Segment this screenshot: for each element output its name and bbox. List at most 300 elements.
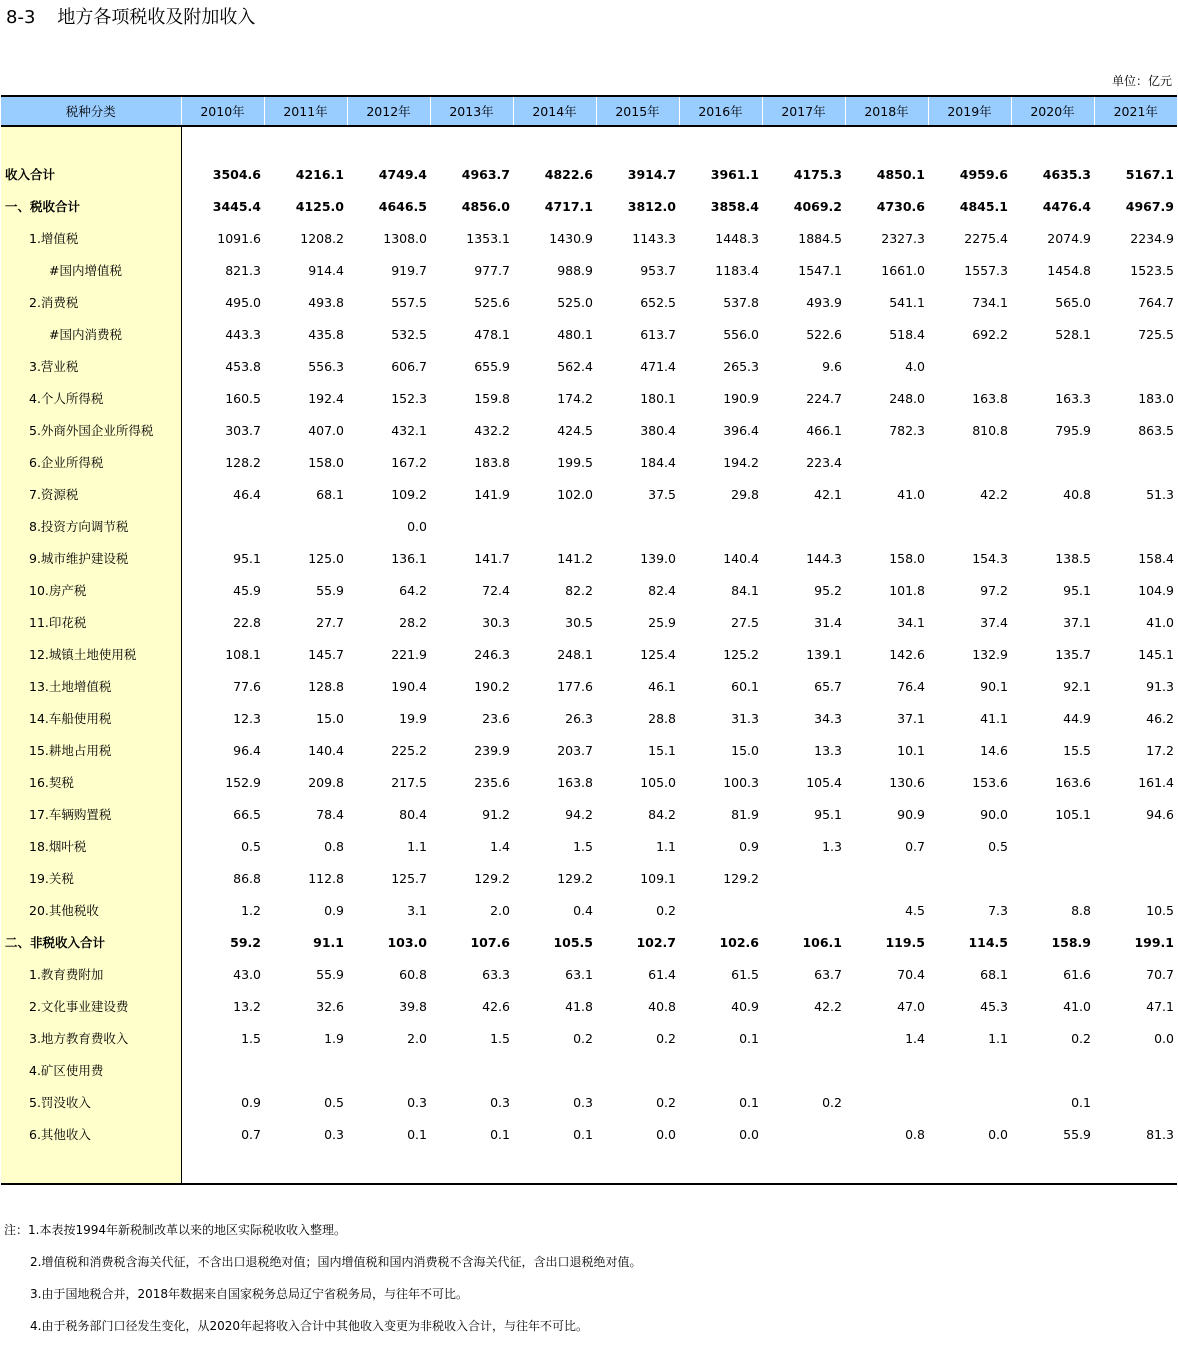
value-cell: 194.2 [723, 454, 759, 470]
table-row [1, 1022, 1177, 1054]
value-cell: 42.6 [482, 998, 510, 1014]
value-cell: 4476.4 [1042, 198, 1091, 214]
value-cell: 0.7 [241, 1126, 261, 1142]
value-cell: 95.1 [814, 806, 842, 822]
table-row [1, 446, 1177, 478]
row-label: 4.矿区使用费 [1, 1054, 181, 1086]
value-cell: 532.5 [391, 326, 427, 342]
value-cell: 557.5 [391, 294, 427, 310]
value-cell: 1.3 [822, 838, 842, 854]
value-cell: 246.3 [474, 646, 510, 662]
value-cell: 0.3 [324, 1126, 344, 1142]
row-label: #国内消费税 [1, 318, 181, 350]
value-cell: 28.2 [399, 614, 427, 630]
value-cell: 0.8 [905, 1126, 925, 1142]
row-label: 8.投资方向调节税 [1, 510, 181, 542]
value-cell: 135.7 [1055, 646, 1091, 662]
value-cell: 1.2 [241, 902, 261, 918]
header-year: 2010年 [181, 96, 264, 126]
value-cell [762, 1054, 845, 1086]
value-cell: 161.4 [1138, 774, 1174, 790]
header-year: 2011年 [264, 96, 347, 126]
value-cell: 72.4 [482, 582, 510, 598]
value-cell: 158.9 [1051, 934, 1091, 950]
value-cell: 2074.9 [1047, 230, 1091, 246]
value-cell: 70.7 [1146, 966, 1174, 982]
value-cell: 13.3 [814, 742, 842, 758]
footnote: 2.增值税和消费税含海关代征，不含出口退税绝对值；国内增值税和国内消费税不含海关代征，含出口退税绝对值。 [30, 1255, 642, 1269]
value-cell [1094, 1086, 1177, 1118]
value-cell: 3914.7 [627, 166, 676, 182]
value-cell: 46.2 [1146, 710, 1174, 726]
table-row [1, 254, 1177, 286]
value-cell: 4850.1 [876, 166, 925, 182]
value-cell: 655.9 [474, 358, 510, 374]
value-cell: 145.1 [1138, 646, 1174, 662]
value-cell: 432.2 [474, 422, 510, 438]
value-cell: 47.1 [1146, 998, 1174, 1014]
value-cell [513, 1054, 596, 1086]
footnote: 注：1.本表按1994年新税制改革以来的地区实际税收收入整理。 [4, 1223, 346, 1237]
header-year: 2019年 [928, 96, 1011, 126]
table-row [1, 1086, 1177, 1118]
value-cell [928, 350, 1011, 382]
value-cell [264, 1054, 347, 1086]
unit-label: 单位：亿元 [1111, 74, 1172, 88]
value-cell: 1547.1 [798, 262, 842, 278]
value-cell [928, 1086, 1011, 1118]
value-cell: 495.0 [225, 294, 261, 310]
value-cell: 1208.2 [300, 230, 344, 246]
table-row [1, 382, 1177, 414]
value-cell: 4963.7 [461, 166, 510, 182]
value-cell [430, 1054, 513, 1086]
value-cell: 556.0 [723, 326, 759, 342]
value-cell: 100.3 [723, 774, 759, 790]
value-cell [762, 1022, 845, 1054]
value-cell: 4749.4 [378, 166, 427, 182]
value-cell: 565.0 [1055, 294, 1091, 310]
value-cell: 0.3 [407, 1094, 427, 1110]
value-cell: 97.2 [980, 582, 1008, 598]
value-cell: 141.2 [557, 550, 593, 566]
value-cell: 12.3 [233, 710, 261, 726]
value-cell: 239.9 [474, 742, 510, 758]
value-cell: 41.0 [1063, 998, 1091, 1014]
value-cell: 105.1 [1055, 806, 1091, 822]
value-cell: 94.2 [565, 806, 593, 822]
table-row [1, 190, 1177, 222]
value-cell: 13.2 [233, 998, 261, 1014]
value-cell: 0.8 [324, 838, 344, 854]
value-cell: 5167.1 [1125, 166, 1174, 182]
value-cell [845, 510, 928, 542]
tax-revenue-table [1, 95, 1177, 1185]
row-label: 19.关税 [1, 862, 181, 894]
value-cell: 139.1 [806, 646, 842, 662]
value-cell: 80.4 [399, 806, 427, 822]
value-cell [679, 510, 762, 542]
value-cell: 128.2 [225, 454, 261, 470]
value-cell: 0.5 [988, 838, 1008, 854]
value-cell: 478.1 [474, 326, 510, 342]
value-cell [1011, 1054, 1094, 1086]
value-cell: 32.6 [316, 998, 344, 1014]
spacer-cell [181, 126, 1177, 158]
footnote: 4.由于税务部门口径发生变化，从2020年起将收入合计中其他收入变更为非税收入合计，与往年不可比。 [30, 1319, 588, 1333]
value-cell: 0.2 [656, 1030, 676, 1046]
value-cell: 1.5 [490, 1030, 510, 1046]
table-row [1, 766, 1177, 798]
value-cell: 453.8 [225, 358, 261, 374]
value-cell: 90.9 [897, 806, 925, 822]
value-cell: 129.2 [557, 870, 593, 886]
value-cell: 466.1 [806, 422, 842, 438]
value-cell: 0.1 [490, 1126, 510, 1142]
value-cell [679, 1054, 762, 1086]
value-cell: 65.7 [814, 678, 842, 694]
value-cell: 919.7 [391, 262, 427, 278]
value-cell: 4730.6 [876, 198, 925, 214]
value-cell [1094, 1054, 1177, 1086]
value-cell: 1308.0 [383, 230, 427, 246]
value-cell: 22.8 [233, 614, 261, 630]
value-cell: 140.4 [723, 550, 759, 566]
value-cell: 28.8 [648, 710, 676, 726]
value-cell: 223.4 [806, 454, 842, 470]
header-year: 2017年 [762, 96, 845, 126]
value-cell: 43.0 [233, 966, 261, 982]
value-cell: 55.9 [1063, 1126, 1091, 1142]
row-label: 收入合计 [1, 158, 181, 190]
value-cell: 692.2 [972, 326, 1008, 342]
value-cell: 184.4 [640, 454, 676, 470]
value-cell [430, 510, 513, 542]
value-cell: 1.4 [905, 1030, 925, 1046]
value-cell: 109.2 [391, 486, 427, 502]
value-cell: 180.1 [640, 390, 676, 406]
value-cell: 46.1 [648, 678, 676, 694]
value-cell: 112.8 [308, 870, 344, 886]
value-cell: 0.9 [324, 902, 344, 918]
value-cell: 91.1 [313, 934, 344, 950]
value-cell: 1.9 [324, 1030, 344, 1046]
value-cell [264, 510, 347, 542]
value-cell: 424.5 [557, 422, 593, 438]
value-cell: 61.5 [731, 966, 759, 982]
value-cell: 4125.0 [295, 198, 344, 214]
value-cell: 190.9 [723, 390, 759, 406]
value-cell: 30.5 [565, 614, 593, 630]
value-cell: 44.9 [1063, 710, 1091, 726]
value-cell: 224.7 [806, 390, 842, 406]
table-row [1, 222, 1177, 254]
value-cell [845, 1054, 928, 1086]
value-cell [181, 1054, 264, 1086]
value-cell: 39.8 [399, 998, 427, 1014]
value-cell: 40.8 [1063, 486, 1091, 502]
value-cell: 92.1 [1063, 678, 1091, 694]
value-cell: 183.8 [474, 454, 510, 470]
table-row [1, 958, 1177, 990]
value-cell: 4069.2 [793, 198, 842, 214]
value-cell: 525.0 [557, 294, 593, 310]
value-cell: 4717.1 [544, 198, 593, 214]
value-cell [762, 510, 845, 542]
value-cell: 0.0 [739, 1126, 759, 1142]
value-cell: 1523.5 [1130, 262, 1174, 278]
value-cell: 7.3 [988, 902, 1008, 918]
value-cell: 725.5 [1138, 326, 1174, 342]
value-cell: 141.9 [474, 486, 510, 502]
value-cell: 51.3 [1146, 486, 1174, 502]
value-cell: 4216.1 [295, 166, 344, 182]
value-cell: 82.4 [648, 582, 676, 598]
table-row [1, 702, 1177, 734]
value-cell: 0.1 [1071, 1094, 1091, 1110]
row-label: 20.其他税收 [1, 894, 181, 926]
row-label: 3.地方教育费收入 [1, 1022, 181, 1054]
value-cell: 810.8 [972, 422, 1008, 438]
value-cell: 129.2 [474, 870, 510, 886]
value-cell [181, 510, 264, 542]
value-cell: 225.2 [391, 742, 427, 758]
tax-table-container [1, 95, 1177, 1185]
table-header [1, 96, 1177, 126]
value-cell: 3858.4 [710, 198, 759, 214]
value-cell: 821.3 [225, 262, 261, 278]
row-label: 10.房产税 [1, 574, 181, 606]
value-cell: 2234.9 [1130, 230, 1174, 246]
value-cell: 95.1 [1063, 582, 1091, 598]
value-cell: 606.7 [391, 358, 427, 374]
footnote: 3.由于国地税合并，2018年数据来自国家税务总局辽宁省税务局，与往年不可比。 [30, 1287, 468, 1301]
value-cell: 235.6 [474, 774, 510, 790]
table-code: 8-3 [6, 7, 36, 28]
value-cell [928, 510, 1011, 542]
value-cell: 45.9 [233, 582, 261, 598]
value-cell: 493.9 [806, 294, 842, 310]
value-cell: 734.1 [972, 294, 1008, 310]
row-label: 2.消费税 [1, 286, 181, 318]
value-cell [928, 862, 1011, 894]
row-label: 14.车船使用税 [1, 702, 181, 734]
value-cell: 68.1 [316, 486, 344, 502]
value-cell: 782.3 [889, 422, 925, 438]
row-label: 2.文化事业建设费 [1, 990, 181, 1022]
value-cell: 480.1 [557, 326, 593, 342]
value-cell: 3812.0 [627, 198, 676, 214]
value-cell: 1557.3 [964, 262, 1008, 278]
value-cell: 105.0 [640, 774, 676, 790]
value-cell: 265.3 [723, 358, 759, 374]
value-cell: 41.8 [565, 998, 593, 1014]
value-cell: 86.8 [233, 870, 261, 886]
value-cell: 15.5 [1063, 742, 1091, 758]
value-cell: 37.1 [897, 710, 925, 726]
value-cell: 0.1 [573, 1126, 593, 1142]
value-cell: 0.1 [739, 1094, 759, 1110]
header-year: 2020年 [1011, 96, 1094, 126]
footnotes [4, 1218, 1174, 1346]
value-cell: 37.1 [1063, 614, 1091, 630]
value-cell: 30.3 [482, 614, 510, 630]
row-label: #国内增值税 [1, 254, 181, 286]
header-category: 税种分类 [1, 96, 181, 126]
page-title [6, 5, 255, 31]
value-cell: 2.0 [407, 1030, 427, 1046]
table-row [1, 862, 1177, 894]
row-label: 6.其他收入 [1, 1118, 181, 1150]
value-cell: 248.0 [889, 390, 925, 406]
value-cell: 26.3 [565, 710, 593, 726]
value-cell: 795.9 [1055, 422, 1091, 438]
value-cell: 107.6 [470, 934, 510, 950]
label-cell [1, 1150, 181, 1184]
table-body [1, 126, 1177, 1184]
value-cell: 443.3 [225, 326, 261, 342]
value-cell: 1.1 [656, 838, 676, 854]
value-cell: 8.8 [1071, 902, 1091, 918]
value-cell: 537.8 [723, 294, 759, 310]
value-cell: 45.3 [980, 998, 1008, 1014]
value-cell: 0.3 [573, 1094, 593, 1110]
value-cell: 4967.9 [1125, 198, 1174, 214]
value-cell: 109.1 [640, 870, 676, 886]
value-cell: 1.4 [490, 838, 510, 854]
row-label: 5.罚没收入 [1, 1086, 181, 1118]
spacer-cell [181, 1150, 1177, 1184]
value-cell: 104.9 [1138, 582, 1174, 598]
value-cell: 192.4 [308, 390, 344, 406]
value-cell: 136.1 [391, 550, 427, 566]
value-cell: 4635.3 [1042, 166, 1091, 182]
table-row [1, 542, 1177, 574]
value-cell: 183.0 [1138, 390, 1174, 406]
value-cell: 40.8 [648, 998, 676, 1014]
value-cell: 153.6 [972, 774, 1008, 790]
value-cell: 4845.1 [959, 198, 1008, 214]
value-cell: 41.0 [1146, 614, 1174, 630]
value-cell: 37.5 [648, 486, 676, 502]
value-cell [1011, 510, 1094, 542]
value-cell: 1.5 [241, 1030, 261, 1046]
table-row [1, 1054, 1177, 1086]
table-row [1, 318, 1177, 350]
value-cell: 190.2 [474, 678, 510, 694]
header-year: 2013年 [430, 96, 513, 126]
header-row [1, 96, 1177, 126]
value-cell: 37.4 [980, 614, 1008, 630]
value-cell: 1454.8 [1047, 262, 1091, 278]
value-cell: 61.6 [1063, 966, 1091, 982]
value-cell: 0.2 [1071, 1030, 1091, 1046]
value-cell [1094, 446, 1177, 478]
value-cell: 61.4 [648, 966, 676, 982]
value-cell: 76.4 [897, 678, 925, 694]
table-row [1, 158, 1177, 190]
value-cell: 0.0 [656, 1126, 676, 1142]
value-cell: 2275.4 [964, 230, 1008, 246]
value-cell: 522.6 [806, 326, 842, 342]
value-cell: 138.5 [1055, 550, 1091, 566]
row-label: 1.教育费附加 [1, 958, 181, 990]
value-cell: 108.1 [225, 646, 261, 662]
value-cell: 1884.5 [798, 230, 842, 246]
value-cell: 163.8 [557, 774, 593, 790]
value-cell: 9.6 [822, 358, 842, 374]
value-cell: 0.5 [324, 1094, 344, 1110]
value-cell: 105.4 [806, 774, 842, 790]
value-cell: 652.5 [640, 294, 676, 310]
value-cell: 125.4 [640, 646, 676, 662]
value-cell: 14.6 [980, 742, 1008, 758]
table-row [1, 1118, 1177, 1150]
table-row [1, 350, 1177, 382]
value-cell: 0.2 [656, 1094, 676, 1110]
value-cell: 1.1 [407, 838, 427, 854]
value-cell: 613.7 [640, 326, 676, 342]
value-cell: 55.9 [316, 966, 344, 982]
value-cell: 63.1 [565, 966, 593, 982]
table-row [1, 798, 1177, 830]
value-cell: 114.5 [968, 934, 1008, 950]
value-cell: 0.9 [739, 838, 759, 854]
header-year: 2021年 [1094, 96, 1177, 126]
value-cell: 82.2 [565, 582, 593, 598]
value-cell [928, 446, 1011, 478]
value-cell: 0.4 [573, 902, 593, 918]
value-cell: 95.2 [814, 582, 842, 598]
value-cell: 518.4 [889, 326, 925, 342]
value-cell: 4822.6 [544, 166, 593, 182]
value-cell: 77.6 [233, 678, 261, 694]
value-cell: 0.5 [241, 838, 261, 854]
value-cell: 4.0 [905, 358, 925, 374]
value-cell: 0.1 [739, 1030, 759, 1046]
header-year: 2012年 [347, 96, 430, 126]
value-cell: 15.1 [648, 742, 676, 758]
value-cell: 163.8 [972, 390, 1008, 406]
value-cell: 106.1 [802, 934, 842, 950]
value-cell [1011, 830, 1094, 862]
value-cell [762, 894, 845, 926]
value-cell: 145.7 [308, 646, 344, 662]
value-cell [1094, 830, 1177, 862]
table-row [1, 926, 1177, 958]
value-cell: 3.1 [407, 902, 427, 918]
row-label: 12.城镇土地使用税 [1, 638, 181, 670]
value-cell: 493.8 [308, 294, 344, 310]
value-cell: 60.1 [731, 678, 759, 694]
value-cell [845, 446, 928, 478]
value-cell: 432.1 [391, 422, 427, 438]
value-cell: 68.1 [980, 966, 1008, 982]
value-cell: 29.8 [731, 486, 759, 502]
value-cell: 0.0 [407, 518, 427, 534]
value-cell: 105.5 [553, 934, 593, 950]
table-row [1, 606, 1177, 638]
value-cell: 63.3 [482, 966, 510, 982]
value-cell [1011, 862, 1094, 894]
value-cell: 407.0 [308, 422, 344, 438]
value-cell: 0.9 [241, 1094, 261, 1110]
value-cell [1011, 350, 1094, 382]
value-cell: 396.4 [723, 422, 759, 438]
value-cell: 380.4 [640, 422, 676, 438]
value-cell: 23.6 [482, 710, 510, 726]
value-cell: 4646.5 [378, 198, 427, 214]
